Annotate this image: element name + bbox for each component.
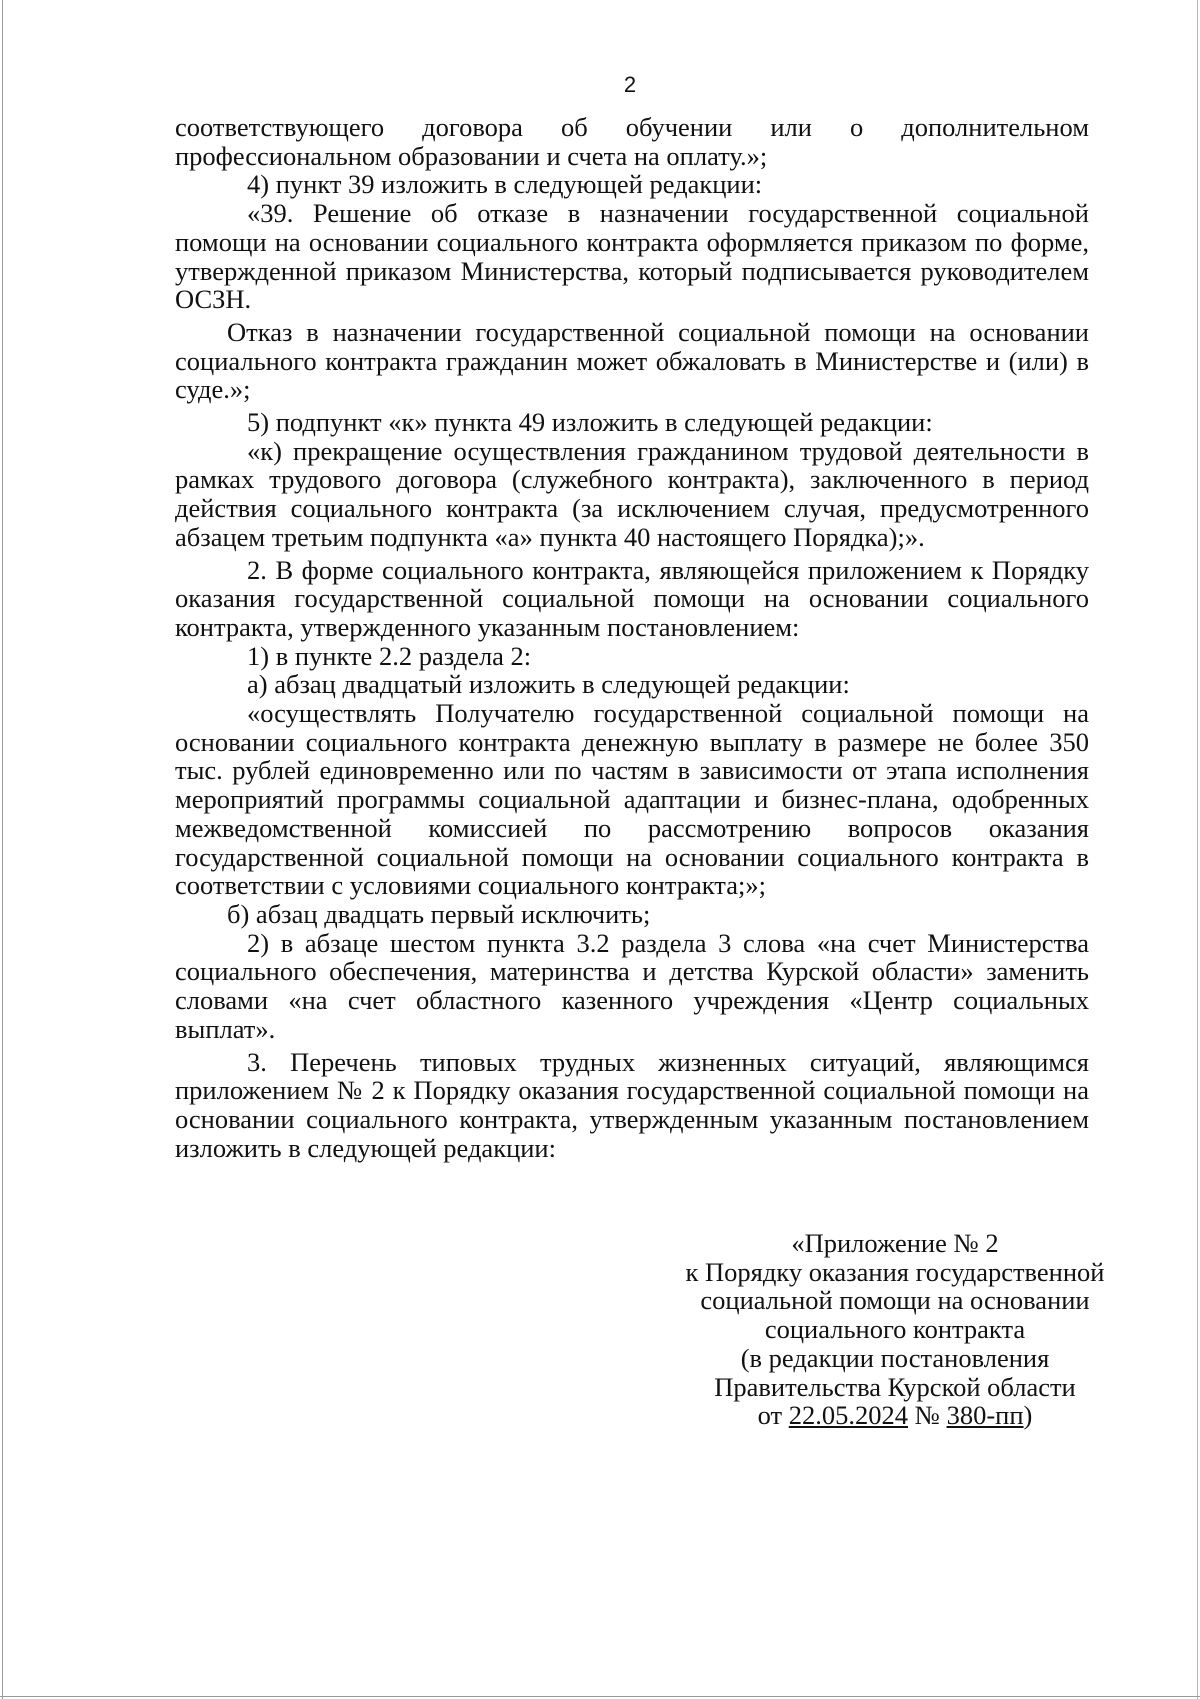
page-number: 2 [623,72,637,97]
number-prefix: № [908,1400,947,1431]
document-body [175,113,1089,1162]
appendix-date-line [660,1401,1130,1430]
appendix-line: к Порядку оказания государственной [685,1256,1105,1287]
appendix-line: (в редакции постановления [740,1342,1050,1373]
page-edge-right [1197,0,1198,1699]
page-edge-left [2,0,3,1699]
date-prefix: от [757,1400,789,1431]
paragraph-continuation: соответствующего договора об обучении или о дополнительном профессиональном образовании и счета на оплату.»; [175,112,1089,171]
paragraph-section-2: 2. В форме социального контракта, являющейся приложением к Порядку оказания государственной социальной помощи на основании социального контракта, утвержденного указанным постановлением: [175,554,1089,642]
appendix-line: социальной помощи на основании [700,1285,1090,1316]
resolution-date: 22.05.2024 [788,1400,909,1431]
appendix-header [660,1229,1130,1430]
appendix-title: «Приложение № 2 [791,1228,999,1258]
date-line-suffix: ) [1023,1400,1033,1431]
paragraph-item-5: 5) подпункт «к» пункта 49 изложить в следующей редакции: [247,407,933,438]
paragraph-item-4: 4) пункт 39 изложить в следующей редакции: [247,169,763,200]
paragraph-payment-clause: «осуществлять Получателю государственной социальной помощи на основании социального контракта денежную выплату в размере не более 350 тыс. рублей единовременно или по частям в зависимости от этапа исполнения мероприятий программы социальной адаптации и бизнес-плана, одобренных межведомственной комиссией по рассмотрению вопросов оказания государственной социальной помощи на основании социального контракта в соответствии с условиями социального контракта;»; [175,698,1089,901]
paragraph-section-3: 3. Перечень типовых трудных жизненных ситуаций, являющимся приложением № 2 к Порядку оказания государственной социальной помощи на основании социального контракта, утвержденным указанным постановлением изложить в следующей редакции: [175,1046,1089,1163]
resolution-number: 380-пп [946,1400,1024,1431]
paragraph-subpoint-k: «к) прекращение осуществления гражданином трудовой деятельности в рамках трудового договора (служебного контракта), заключенного в период действия социального контракта (за исключением случая, предусмотренного абзацем третьим подпункта «а» пункта 40 настоящего Порядка);». [175,435,1089,552]
paragraph-point-3-2: 2) в абзаце шестом пункта 3.2 раздела 3 слова «на счет Министерства социального обеспечения, материнства и детства Курской области» заменить словами «на счет областного казенного учреждения «Центр социальных выплат». [175,927,1089,1044]
appendix-line: социального контракта [764,1314,1026,1345]
appendix-line: Правительства Курской области [714,1371,1076,1402]
paragraph-point-2-2: 1) в пункте 2.2 раздела 2: [247,640,532,671]
page-edge-bottom [0,1696,1200,1697]
paragraph-abzats-a: а) абзац двадцатый изложить в следующей редакции: [247,669,850,700]
paragraph-abzats-b: б) абзац двадцать первый исключить; [227,898,651,929]
paragraph-point-39: «39. Решение об отказе в назначении государственной социальной помощи на основании социального контракта оформляется приказом по форме, утвержденной приказом Министерства, который подписывается руководителем ОСЗН. [175,198,1089,315]
paragraph-refusal-appeal: Отказ в назначении государственной социальной помощи на основании социального контракта гражданин может обжаловать в Министерстве и (или) в суде.»; [175,316,1089,405]
